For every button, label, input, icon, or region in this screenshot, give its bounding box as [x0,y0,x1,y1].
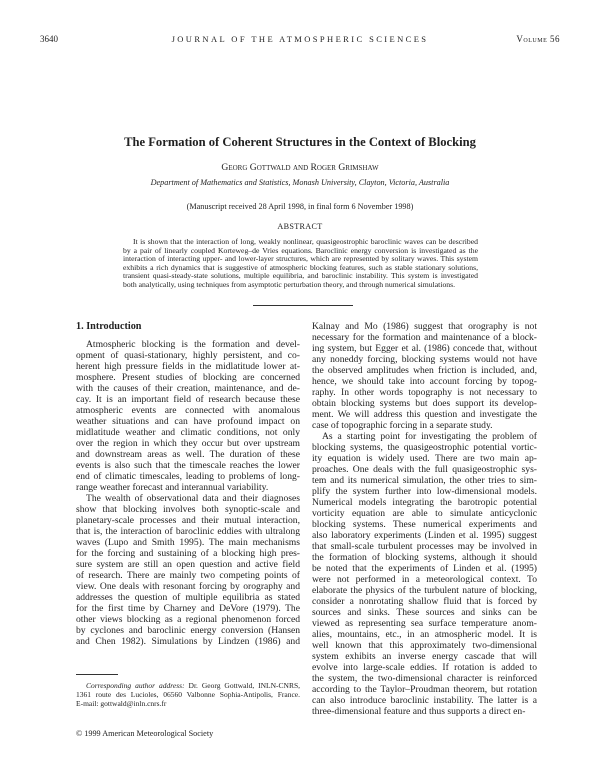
text-line: other views blocking as a regional phenomenon forced [76,614,300,625]
text-line: necessary for the formation and maintenance of a block- [312,332,537,343]
footnote-divider [76,674,118,675]
text-line: and downstream areas as well. The duration of these [76,449,300,460]
text-line: sources and sinks. These sources and sinks can be [312,607,537,618]
text-line: over the region in which they occur but over upstream [76,438,300,449]
text-line: planetary-scale processes and their mutual interaction, [76,515,300,526]
affiliation: Department of Mathematics and Statistics, Monash University, Clayton, Victoria, Australia [150,178,450,187]
text-line: weather situations and can have profound impact on [76,416,300,427]
section-heading: 1. Introduction [76,321,142,332]
text-line: Atmospheric blocking is the formation and devel- [86,339,300,350]
text-line: alies, mountains, etc., in an atmospheric model. It is [312,629,537,640]
volume-number: Volume 56 [516,34,560,44]
manuscript-dates: (Manuscript received 28 April 1998, in final form 6 November 1998) [186,202,414,211]
text-line: of research. There are mainly two competing points of [76,570,300,581]
text-line: As a starting point for investigating the problem of [322,431,537,442]
text-line: interaction of interacting upper- and lower-layer structures, which are represented by solitary waves. This system [123,254,478,264]
text-line: the observed amplitudes when friction is included, and, [312,365,537,376]
text-line: both analytically, using techniques from asymptotic perturbation theory, and through numerical simulations. [123,279,456,289]
text-line: ity equation is widely used. There are two main ap- [312,453,537,464]
text-line: that is, the interaction of baroclinic eddies with ultralong [76,526,300,537]
text-line: blocking systems. These numerical experiments and [312,519,537,530]
text-line: waves (Lupo and Smith 1995). The main mechanisms [76,537,300,548]
text-line: according to the Taylor–Proudman theorem, but rotation [312,684,537,695]
text-line: consider a nonrotating shallow fluid that is forced by [312,596,537,607]
text-line: hence, we should take into account forcing by topog- [312,376,537,387]
text-line: end of climatic timescales, leading to problems of long- [76,471,300,482]
text-line: Kalnay and Mo (1986) suggest that orography is not [312,321,537,332]
text-line: It is shown that the interaction of long, weakly nonlinear, quasigeostrophic baroclinic waves can be described [133,237,478,246]
text-line: also laboratory experiments (Linden et al. 1995) suggest [312,530,537,541]
text-line: elaborate the physics of the turbulent nature of blocking, [312,585,537,596]
text-line: range weather forecast and interannual variability. [76,482,269,493]
text-line: ment. We will address this question and investigate the [312,409,537,420]
text-line: any noneddy forcing, blocking systems would not have [312,354,537,365]
text-line: that small-scale turbulent processes may be involved in [312,541,537,552]
paper-title: The Formation of Coherent Structures in the Context of Blocking [124,135,476,149]
abstract-divider [253,305,353,306]
text-line: exhibits a rich dynamics that is suggestive of atmospheric blocking features, such as stable stationary solutions, [123,262,478,272]
text-line: three-dimensional feature and thus supports a direct en- [312,706,526,717]
text-line: can also introduce baroclinic instability. The latter is a [312,695,537,706]
text-line: cay. It is an important field of research because these [76,394,300,405]
text-line: atmospheric events are connected with anomalous [76,405,300,416]
text-line: with the causes of their creation, maintenance, and de- [76,383,300,394]
text-line: events is also such that the timescale reaches the lower [76,460,300,471]
text-line: ing system, but Egger et al. (1986) concede that, without [312,343,537,354]
text-line: vorticity equation are able to simulate anticyclonic [312,508,537,519]
text-line: transient quasi-steady-state solutions, multiple equilibria, and baroclinic instability. This system is investigated [123,271,478,281]
text-line: and Chen 1982). Simulations by Lindzen (1986) and [76,636,300,647]
text-line: for the first time by Charney and DeVore (1979). The [76,603,300,614]
text-line: view. One deals with resonant forcing by orography and [76,581,300,592]
text-line: evolve into large-scale eddies. If rotation is added to [312,662,537,673]
text-line: raphy. In other words topography is not necessary to [312,387,537,398]
text-line: addresses the question of multiple equilibria as stated [76,592,300,603]
copyright: © 1999 American Meteorological Society [76,729,214,738]
text-line: were not performed in a meteorological context. To [312,574,537,585]
journal-name: JOURNAL OF THE ATMOSPHERIC SCIENCES [171,34,429,44]
left-column-text [76,339,300,647]
footnote-label: Corresponding author address: [86,681,185,690]
text-line: well known that this approximately two-dimensional [312,640,537,651]
footnote [76,682,300,708]
text-line: opment of quasi-stationary, highly persistent, and co- [76,350,300,361]
abstract-heading: ABSTRACT [277,222,323,231]
text-line: case of topographic forcing in a separate study. [312,420,493,431]
abstract-text [123,238,478,290]
text-line: viewed as representing sea surface temperature anom- [312,618,537,629]
text-line: midlatitude weather and climatic conditions, not only [76,427,300,438]
text-line: The wealth of observational data and their diagnoses [86,493,300,504]
footnote-text: Dr. Georg Gottwald, INLN-CNRS, [188,681,301,690]
text-line: sure system are still an open question and active field [76,559,300,570]
text-line: blocking systems, the quasigeostrophic potential vortic- [312,442,537,453]
text-line: obtain blocking systems but does support its develop- [312,398,537,409]
text-line: proaches. One deals with the full quasigeostrophic sys- [312,464,537,475]
footnote-line: 1361 route des Lucioles, 06560 Valbonne Sophia-Antipolis, France. [76,689,300,699]
right-column-text [312,321,537,717]
text-line: for the forcing and sustaining of a blocking high pres- [76,548,300,559]
authors: Georg Gottwald and Roger Grimshaw [221,162,379,173]
text-line: by a pair of linearly coupled Korteweg–de Vries equations. Baroclinic energy conversion is investigated as the [123,245,478,255]
text-line: plify the system further into low-dimensional models. [312,486,537,497]
text-line: the formation of blocking systems, although it should [312,552,537,563]
text-line: Numerical models integrating the barotropic potential [312,497,537,508]
text-line: the system, the two-dimensional character is reinforced [312,673,537,684]
text-line: by cyclones and baroclinic energy conversion (Hansen [76,625,300,636]
text-line: tem and its numerical simulation, the other tries to sim- [312,475,537,486]
text-line: system exhibits an inverse energy cascade that will [312,651,537,662]
text-line: show that blocking involves both synoptic-scale and [76,504,300,515]
text-line: mosphere. Present studies of blocking are concerned [76,372,300,383]
footnote-line: E-mail: gottwald@inln.cnrs.fr [76,698,167,708]
text-line: be noted that the experiments of Linden et al. (1995) [312,563,537,574]
text-line: herent high pressure fields in the midlatitude lower at- [76,361,300,372]
page-number: 3640 [40,34,58,44]
